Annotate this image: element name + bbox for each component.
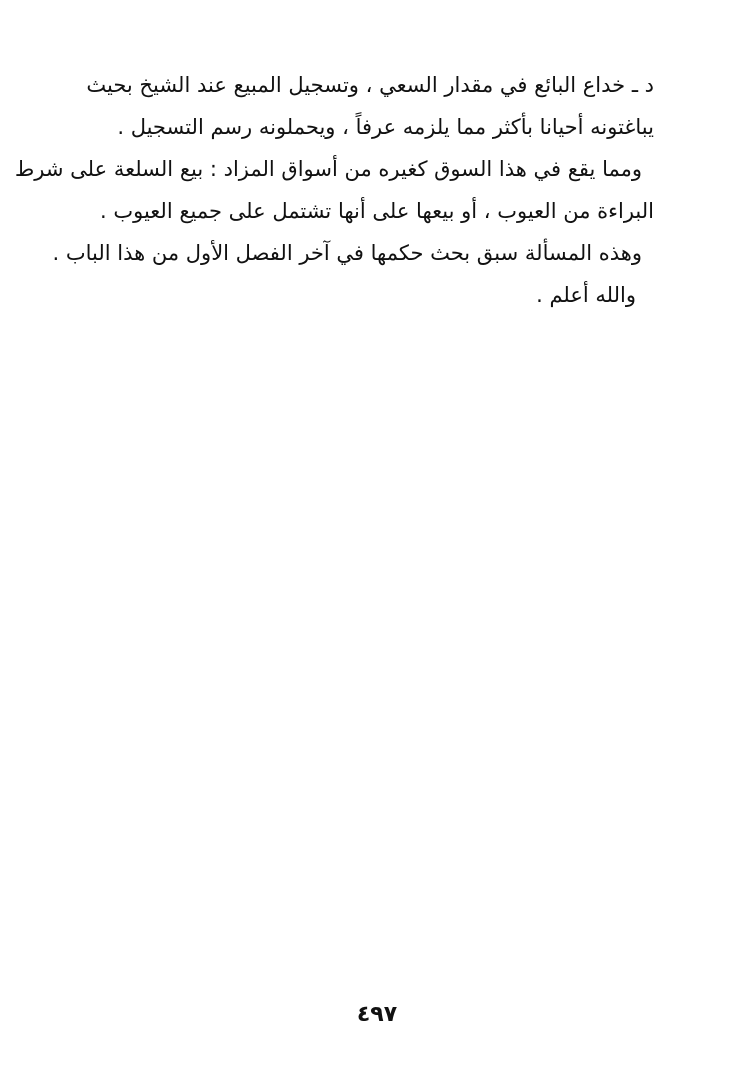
text-line-1: د ـ خداع البائع في مقدار السعي ، وتسجيل المبيع عند الشيخ بحيث [86, 73, 654, 97]
closing-line: والله أعلم . [536, 283, 636, 307]
text-line-2: يباغتونه أحيانا بأكثر مما يلزمه عرفاً ، ويحملونه رسم التسجيل . [117, 115, 654, 139]
text-line-4: البراءة من العيوب ، أو بيعها على أنها تشتمل على جميع العيوب . [100, 199, 654, 223]
page-number: ٤٩٧ [356, 1002, 398, 1027]
text-line-3: ومما يقع في هذا السوق كغيره من أسواق المزاد : بيع السلعة على شرط [14, 157, 642, 181]
text-line-5: وهذه المسألة سبق بحث حكمها في آخر الفصل الأول من هذا الباب . [52, 241, 642, 265]
body-text [14, 64, 654, 316]
